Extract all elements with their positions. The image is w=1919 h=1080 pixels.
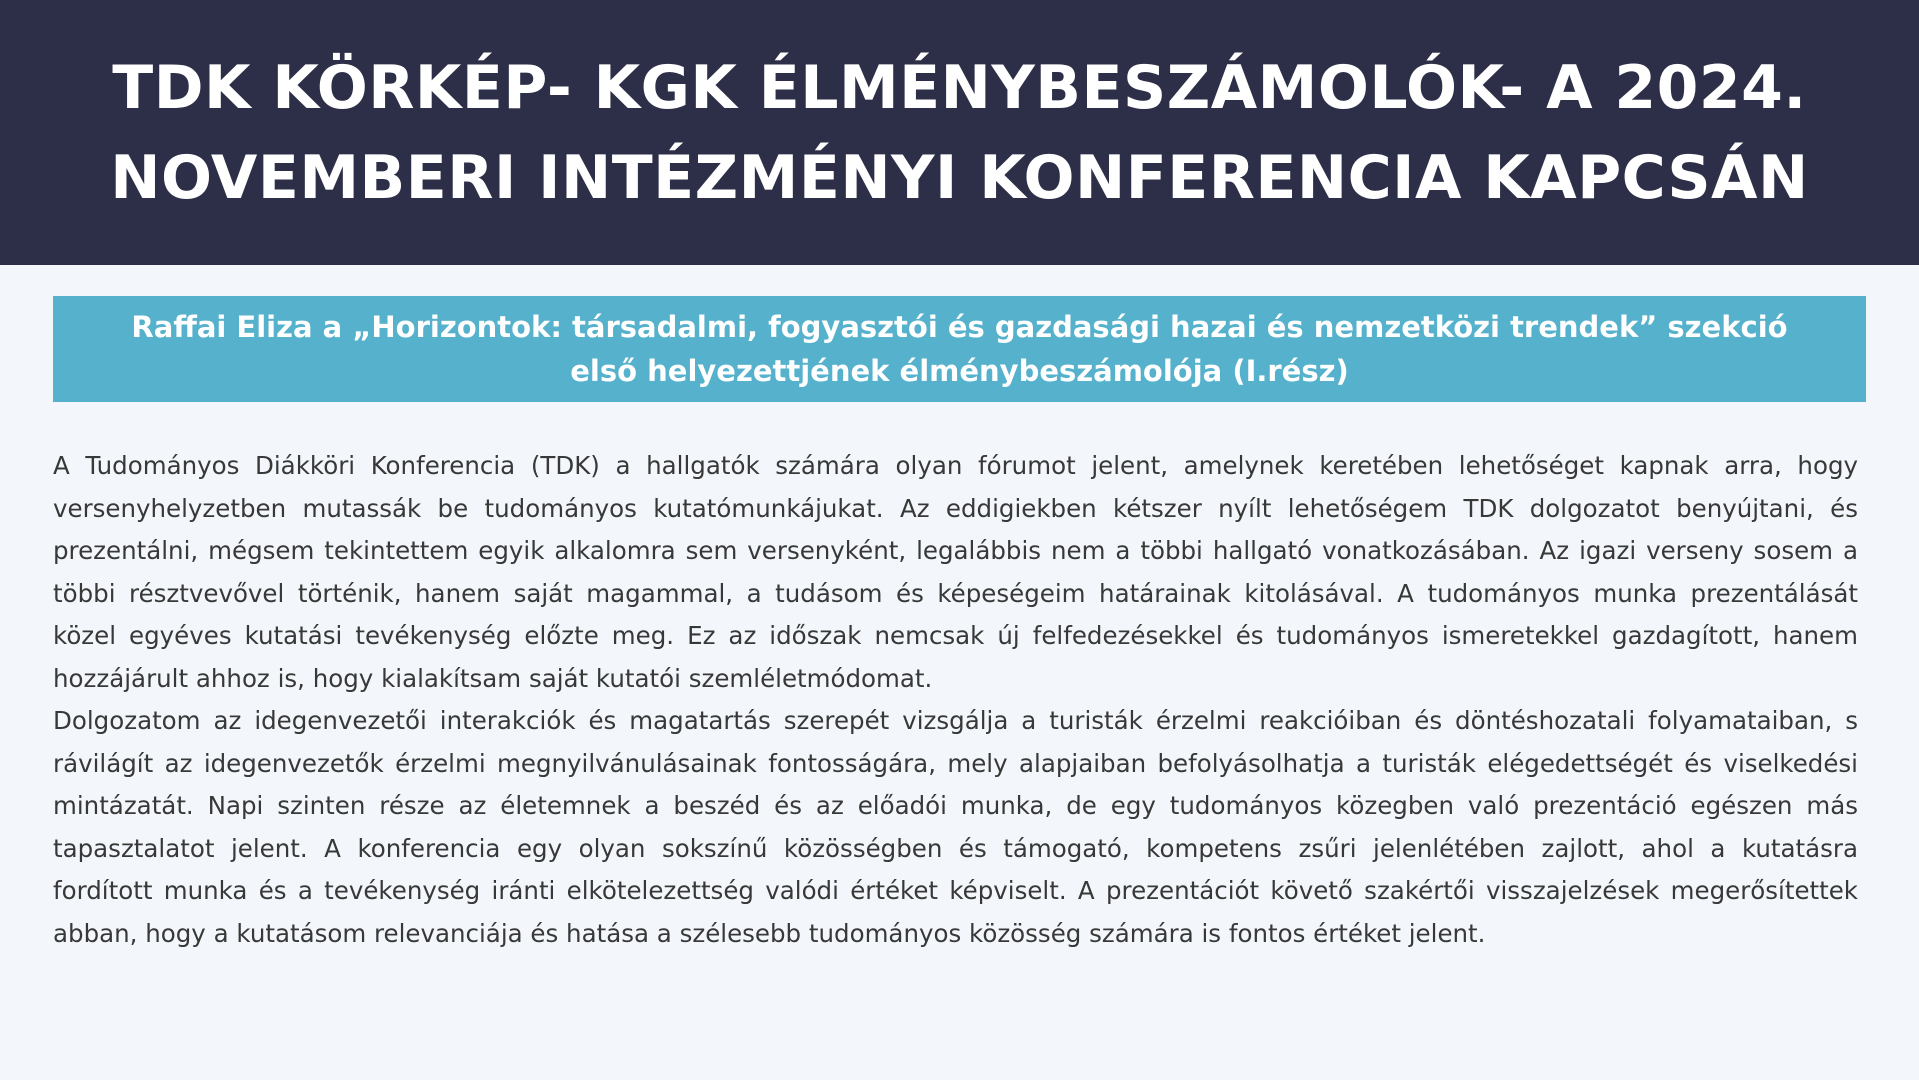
article-subtitle-banner [53,296,1866,402]
page-header [0,0,1919,265]
paragraph-line: Dolgozatom az idegenvezetői interakciók és magatartás szerepét vizsgálja a turisták érzelmi reakcióiban és döntéshozatali folyamataiban, s [53,706,1858,735]
paragraph-line: abban, hogy a kutatásom relevanciája és hatása a szélesebb tudományos közösség számára is fontos értéket jelent. [53,918,1486,948]
paragraph-line: közel egyéves kutatási tevékenység előzte meg. Ez az időszak nemcsak új felfedezésekkel és tudományos ismeretekkel gazdagított, hanem [53,621,1858,650]
page-title-line-2: NOVEMBERI INTÉZMÉNYI KONFERENCIA KAPCSÁN [110,142,1809,213]
paragraph-line: hozzájárult ahhoz is, hogy kialakítsam saját kutatói szemléletmódomat. [53,663,933,693]
article-subtitle-line-2: első helyezettjének élménybeszámolója (I.rész) [570,354,1349,388]
paragraph-line: versenyhelyzetben mutassák be tudományos kutatómunkájukat. Az eddigiekben kétszer nyílt lehetőségem TDK dolgozatot benyújtani, és [53,493,1858,523]
paragraph-1 [53,445,1858,700]
page-title-line-1: TDK KÖRKÉP- KGK ÉLMÉNYBESZÁMOLÓK- A 2024. [112,52,1807,123]
paragraph-line: tapasztalatot jelent. A konferencia egy olyan sokszínű közösségben és támogató, kompetens zsűri jelenlétében zajlott, ahol a kutatásra [53,833,1858,863]
paragraph-line: többi résztvevővel történik, hanem saját magammal, a tudásom és képeségeim határainak kitolásával. A tudományos munka prezentálását [53,578,1858,608]
paragraph-line: rávilágít az idegenvezetők érzelmi megnyilvánulásainak fontosságára, mely alapjaiban befolyásolhatja a turisták elégedettségét és viselkedési [53,748,1858,778]
paragraph-line: fordított munka és a tevékenység iránti elkötelezettség valódi értéket képviselt. A prezentációt követő szakértői visszajelzések megerősítettek [53,876,1858,905]
article-body [53,445,1858,955]
paragraph-line: A Tudományos Diákköri Konferencia (TDK) a hallgatók számára olyan fórumot jelent, amelynek keretében lehetőséget kapnak arra, hogy [53,451,1858,480]
paragraph-2 [53,700,1858,955]
paragraph-line: prezentálni, mégsem tekintettem egyik alkalomra sem versenyként, legalábbis nem a többi hallgató vonatkozásában. Az igazi verseny sosem a [53,536,1858,565]
paragraph-line: mintázatát. Napi szinten része az életemnek a beszéd és az előadói munka, de egy tudományos közegben való prezentáció egészen más [53,791,1858,820]
article-subtitle-line-1: Raffai Eliza a „Horizontok: társadalmi, fogyasztói és gazdasági hazai és nemzetközi trendek” szekció [131,310,1788,344]
